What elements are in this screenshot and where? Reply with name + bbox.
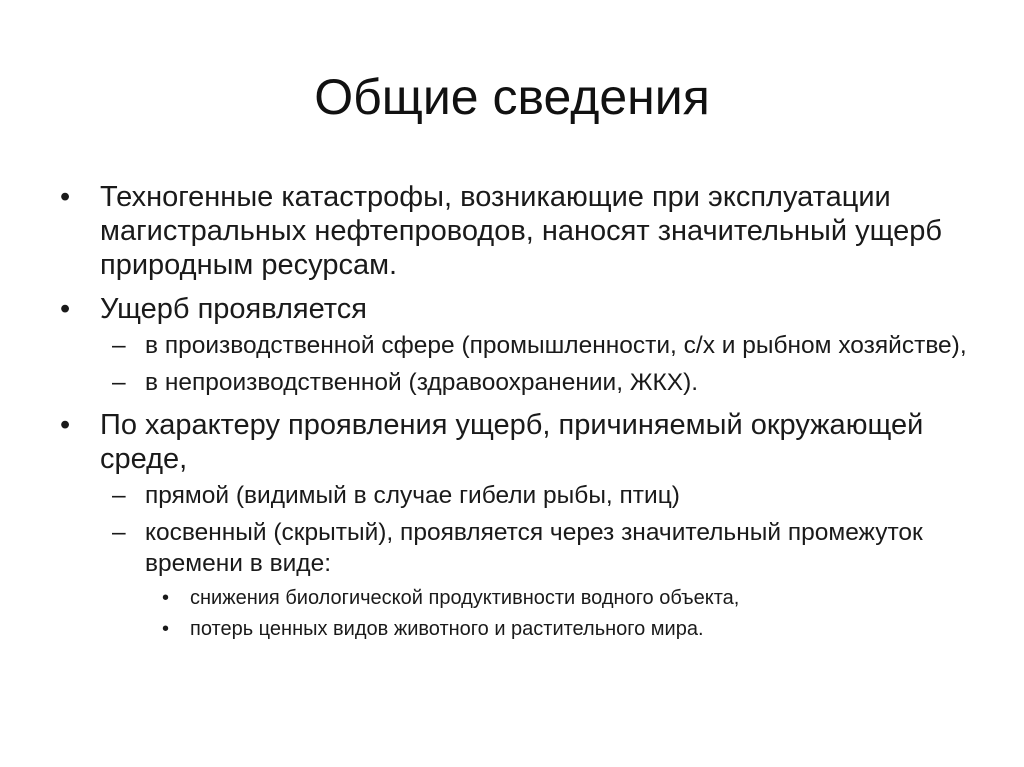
sub-sub-item-text: снижения биологической продуктивности водного объекта, <box>190 587 740 609</box>
bullet-marker: • <box>162 587 170 609</box>
sub-item-indirect-damage <box>60 517 990 579</box>
bullet-text: Ущерб проявляется <box>100 293 367 325</box>
bullet-marker: • <box>60 293 71 325</box>
bullet-marker: • <box>60 409 71 441</box>
bullet-item-damage-manifests <box>60 292 990 326</box>
bullet-text: Техногенные катастрофы, возникающие при эксплуатации магистральных нефтепроводов, наносят значительный ущерб природным ресурсам. <box>100 181 942 281</box>
sub-item-text: в непроизводственной (здравоохранении, ЖКХ). <box>145 369 699 396</box>
dash-marker: – <box>112 519 126 546</box>
dash-marker: – <box>112 369 126 396</box>
bullet-marker: • <box>162 618 170 640</box>
bullet-item-damage-character <box>60 408 990 476</box>
sub-item-text: косвенный (скрытый), проявляется через значительный промежуток времени в виде: <box>145 519 923 577</box>
bullet-list <box>60 180 990 647</box>
sub-item-text: прямой (видимый в случае гибели рыбы, птиц) <box>145 482 680 509</box>
sub-sub-item-productivity-decline <box>60 585 990 611</box>
sub-item-non-production-sphere <box>60 367 990 398</box>
sub-sub-item-species-loss <box>60 616 990 642</box>
sub-item-text: в производственной сфере (промышленности, с/х и рыбном хозяйстве), <box>145 332 967 359</box>
bullet-text: По характеру проявления ущерб, причиняемый окружающей среде, <box>100 409 924 475</box>
bullet-item-technogenic-disasters <box>60 180 990 282</box>
sub-sub-item-text: потерь ценных видов животного и растительного мира. <box>190 618 704 640</box>
dash-marker: – <box>112 482 126 509</box>
dash-marker: – <box>112 332 126 359</box>
bullet-marker: • <box>60 181 71 213</box>
sub-item-direct-damage <box>60 480 990 511</box>
slide-title: Общие сведения <box>314 69 710 125</box>
sub-item-production-sphere <box>60 330 990 361</box>
